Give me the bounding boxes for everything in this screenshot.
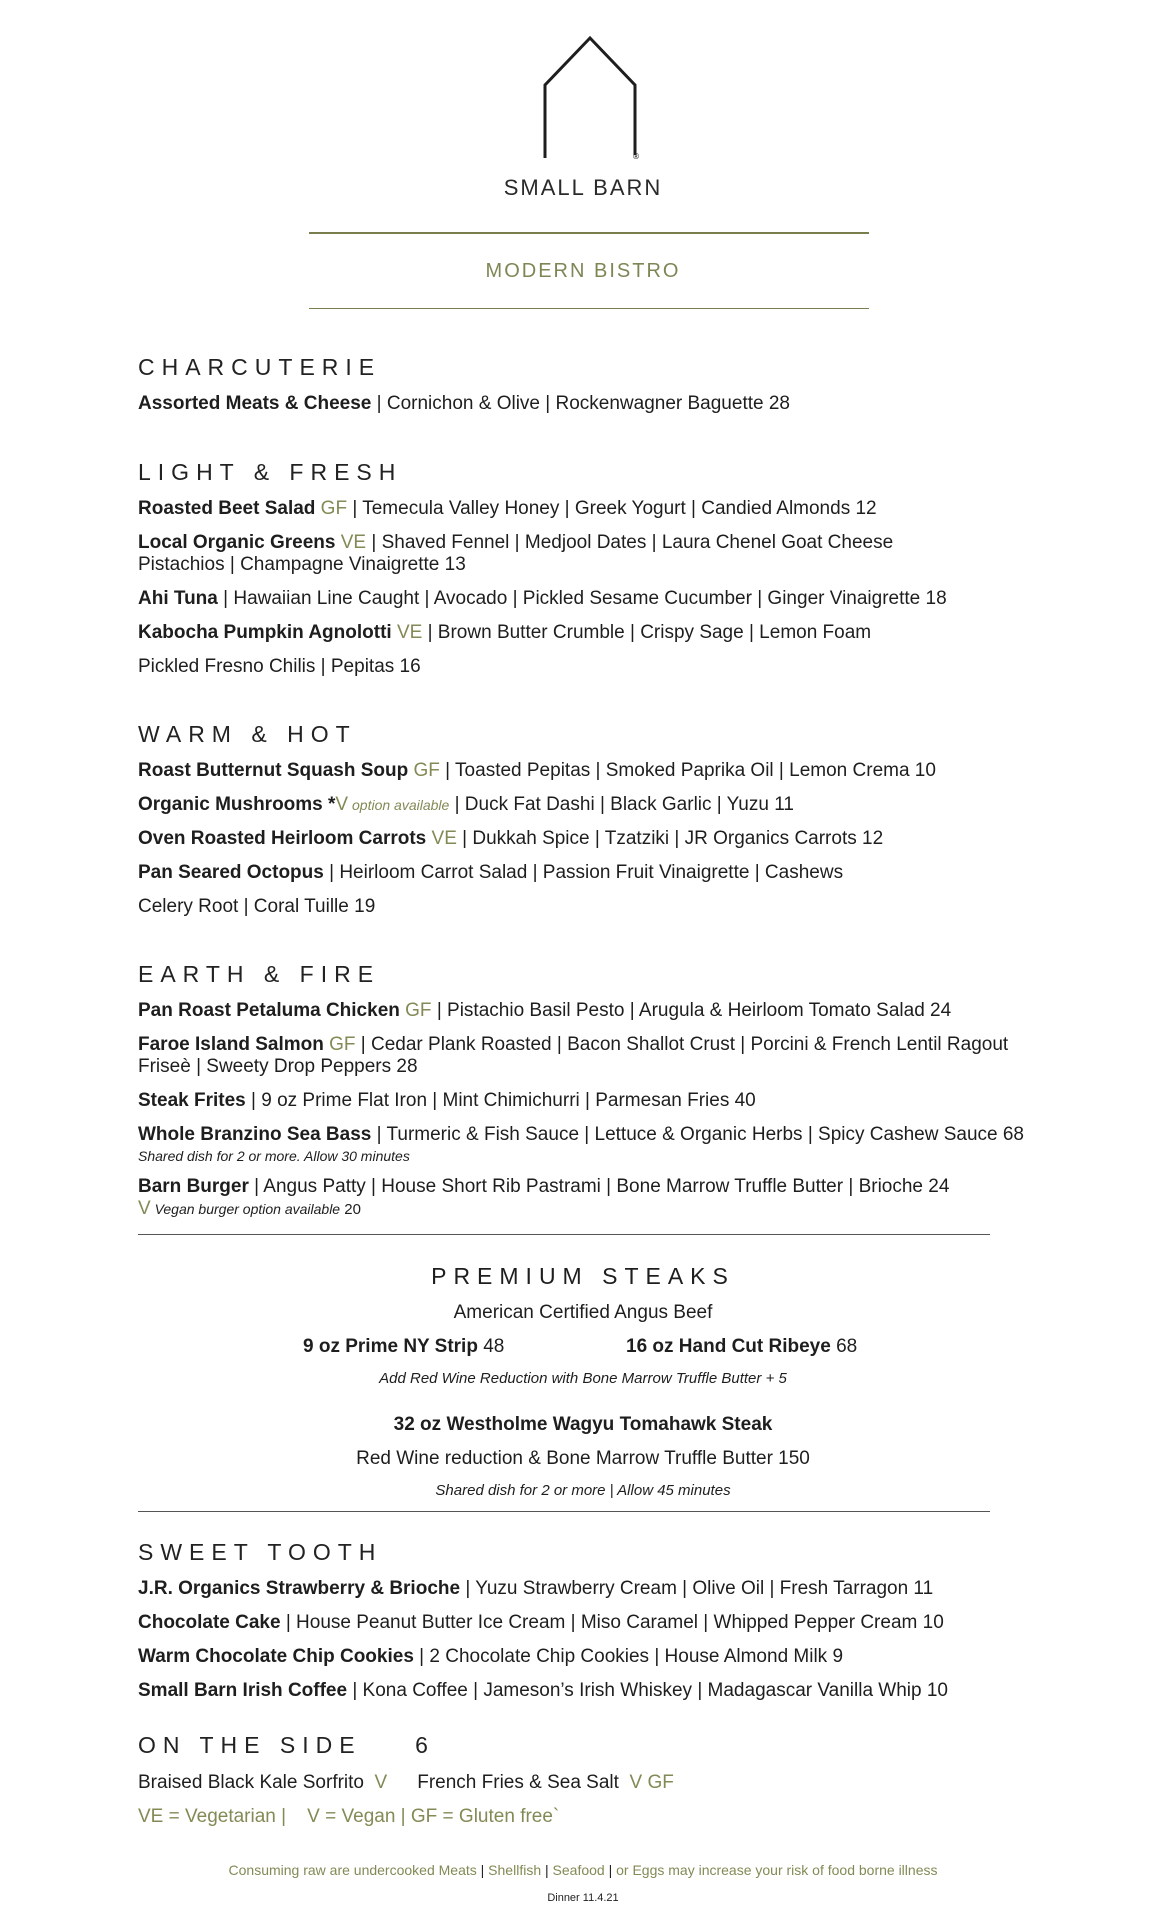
side-items: [138, 1771, 674, 1794]
item-name: Steak Frites: [138, 1090, 246, 1111]
item-name: Assorted Meats & Cheese: [138, 393, 372, 414]
item-name: Roast Butternut Squash Soup: [138, 760, 409, 781]
section-title-light-fresh: LIGHT & FRESH: [138, 459, 403, 485]
menu-item: [138, 759, 936, 782]
item-name: J.R. Organics Strawberry & Brioche: [138, 1578, 461, 1599]
header-divider: [309, 308, 869, 309]
menu-item: [138, 392, 790, 415]
diet-tag: GF: [315, 498, 348, 519]
item-name: Small Barn Irish Coffee: [138, 1680, 348, 1701]
item-price: 48: [477, 1336, 505, 1357]
brand-name: SMALL BARN: [503, 175, 663, 200]
item-desc: | 2 Chocolate Chip Cookies | House Almond Milk 9: [413, 1646, 844, 1667]
item-name: Organic Mushrooms *: [138, 794, 336, 815]
diet-tag: V: [138, 1198, 151, 1219]
tomahawk-note: Shared dish for 2 or more | Allow 45 minutes: [435, 1482, 731, 1499]
diet-legend: VE = Vegetarian | V = Vegan | GF = Gluten free`: [138, 1806, 560, 1827]
item-desc: | Cedar Plank Roasted | Bacon Shallot Crust | Porcini & French Lentil Ragout: [355, 1034, 1009, 1055]
item-desc-continued: Pistachios | Champagne Vinaigrette 13: [138, 554, 466, 575]
side-item: French Fries & Sea Salt: [417, 1772, 619, 1793]
item-desc: | Pistachio Basil Pesto | Arugula & Heirloom Tomato Salad 24: [431, 1000, 952, 1021]
svg-text:®: ®: [632, 152, 640, 159]
menu-item: [138, 1577, 933, 1600]
separator: |: [545, 1862, 549, 1878]
item-desc: | Hawaiian Line Caught | Avocado | Pickled Sesame Cucumber | Ginger Vinaigrette 18: [217, 588, 947, 609]
item-note: Shared dish for 2 or more. Allow 30 minutes: [138, 1148, 410, 1164]
option-note: Vegan burger option available: [150, 1201, 341, 1217]
item-desc: | Temecula Valley Honey | Greek Yogurt | Candied Almonds 12: [347, 498, 877, 519]
item-name: Whole Branzino Sea Bass: [138, 1124, 372, 1145]
item-price: 68: [830, 1336, 858, 1357]
disclaimer-text: Consuming raw are undercooked Meats: [228, 1862, 481, 1878]
section-title-charcuterie: CHARCUTERIE: [138, 354, 382, 380]
item-desc-continued: Pickled Fresno Chilis | Pepitas 16: [138, 656, 421, 677]
diet-tag: V GF: [618, 1772, 674, 1793]
side-item: Braised Black Kale Sorfrito: [138, 1772, 364, 1793]
section-divider: [138, 1511, 990, 1512]
header-divider: [309, 232, 869, 234]
diet-tag: V: [364, 1772, 388, 1793]
separator: |: [608, 1862, 613, 1878]
diet-tag: GF: [408, 760, 440, 781]
item-name: Local Organic Greens: [138, 532, 336, 553]
item-desc: | Dukkah Spice | Tzatziki | JR Organics Carrots 12: [456, 828, 884, 849]
menu-item: [138, 1611, 944, 1634]
vegan-option-line: [138, 1197, 361, 1221]
menu-item: [138, 497, 877, 520]
item-name: Pan Seared Octopus: [138, 862, 324, 883]
section-title-earth-fire: EARTH & FIRE: [138, 961, 381, 987]
item-desc: | Brown Butter Crumble | Crispy Sage | Lemon Foam: [422, 622, 872, 643]
item-desc-continued: Friseè | Sweety Drop Peppers 28: [138, 1056, 418, 1077]
menu-item: [303, 1336, 504, 1358]
item-desc: | Cornichon & Olive | Rockenwagner Baguette 28: [371, 393, 790, 414]
menu-item: [138, 999, 951, 1022]
item-name: 16 oz Hand Cut Ribeye: [626, 1336, 831, 1357]
item-desc: | House Peanut Butter Ice Cream | Miso Caramel | Whipped Pepper Cream 10: [280, 1612, 944, 1633]
item-name: Warm Chocolate Chip Cookies: [138, 1646, 414, 1667]
item-desc: | Kona Coffee | Jameson’s Irish Whiskey | Madagascar Vanilla Whip 10: [347, 1680, 948, 1701]
menu-item: [138, 1645, 843, 1668]
item-desc: | Yuzu Strawberry Cream | Olive Oil | Fresh Tarragon 11: [460, 1578, 934, 1599]
menu-item: [138, 793, 794, 817]
item-name: 9 oz Prime NY Strip: [303, 1336, 478, 1357]
item-name: Ahi Tuna: [138, 588, 218, 609]
disclaimer-text: Seafood: [548, 1862, 609, 1878]
tomahawk-desc: Red Wine reduction & Bone Marrow Truffle Butter 150: [356, 1448, 810, 1469]
item-price: 20: [340, 1201, 361, 1218]
menu-item: [138, 1175, 949, 1198]
item-name: Pan Roast Petaluma Chicken: [138, 1000, 400, 1021]
item-desc: | 9 oz Prime Flat Iron | Mint Chimichurri | Parmesan Fries 40: [245, 1090, 756, 1111]
item-desc-continued: Celery Root | Coral Tuille 19: [138, 896, 376, 917]
item-desc: | Angus Patty | House Short Rib Pastrami | Bone Marrow Truffle Butter | Brioche 24: [248, 1176, 950, 1197]
item-name: Chocolate Cake: [138, 1612, 281, 1633]
menu-item: [138, 1679, 948, 1702]
menu-item: [138, 531, 893, 554]
menu-item: [138, 1123, 1024, 1146]
menu-item: [138, 827, 883, 850]
item-desc: | Heirloom Carrot Salad | Passion Fruit Vinaigrette | Cashews: [323, 862, 844, 883]
menu-item: [138, 861, 843, 884]
steak-addon-note: Add Red Wine Reduction with Bone Marrow Truffle Butter + 5: [379, 1370, 787, 1387]
item-desc: | Shaved Fennel | Medjool Dates | Laura Chenel Goat Cheese: [366, 532, 894, 553]
disclaimer-text: Shellfish: [484, 1862, 545, 1878]
item-desc: | Duck Fat Dashi | Black Garlic | Yuzu 11: [449, 794, 794, 815]
menu-item: [138, 1033, 1008, 1056]
section-title-on-the-side: ON THE SIDE 6: [138, 1732, 435, 1758]
menu-item: [138, 1089, 756, 1112]
diet-tag: GF: [323, 1034, 356, 1055]
item-desc: | Turmeric & Fish Sauce | Lettuce & Organic Herbs | Spicy Cashew Sauce 68: [371, 1124, 1024, 1145]
menu-item: [138, 621, 871, 644]
item-name: Kabocha Pumpkin Agnolotti: [138, 622, 392, 643]
separator: |: [480, 1862, 485, 1878]
menu-date: Dinner 11.4.21: [547, 1892, 619, 1904]
item-name: Oven Roasted Heirloom Carrots: [138, 828, 427, 849]
section-divider: [138, 1234, 990, 1235]
menu-item: [138, 587, 947, 610]
item-name: Faroe Island Salmon: [138, 1034, 324, 1055]
option-note: option available: [348, 797, 450, 813]
item-name: Roasted Beet Salad: [138, 498, 316, 519]
item-name: Barn Burger: [138, 1176, 249, 1197]
section-title-warm-hot: WARM & HOT: [138, 721, 357, 747]
diet-tag: GF: [399, 1000, 432, 1021]
health-disclaimer: [0, 1862, 1166, 1878]
brand-subtitle: MODERN BISTRO: [485, 260, 681, 282]
disclaimer-text: or Eggs may increase your risk of food borne illness: [612, 1862, 938, 1878]
section-title-premium-steaks: PREMIUM STEAKS: [431, 1263, 735, 1289]
diet-tag: V: [335, 794, 349, 815]
diet-tag: VE: [335, 532, 367, 553]
diet-tag: VE: [426, 828, 457, 849]
steaks-subtitle: American Certified Angus Beef: [453, 1302, 713, 1323]
diet-tag: VE: [391, 622, 423, 643]
tomahawk-name: 32 oz Westholme Wagyu Tomahawk Steak: [393, 1414, 773, 1435]
item-desc: | Toasted Pepitas | Smoked Paprika Oil | Lemon Crema 10: [439, 760, 936, 781]
small-barn-logo-icon: [540, 33, 640, 159]
section-title-sweet-tooth: SWEET TOOTH: [138, 1539, 383, 1565]
menu-item: [626, 1336, 857, 1358]
